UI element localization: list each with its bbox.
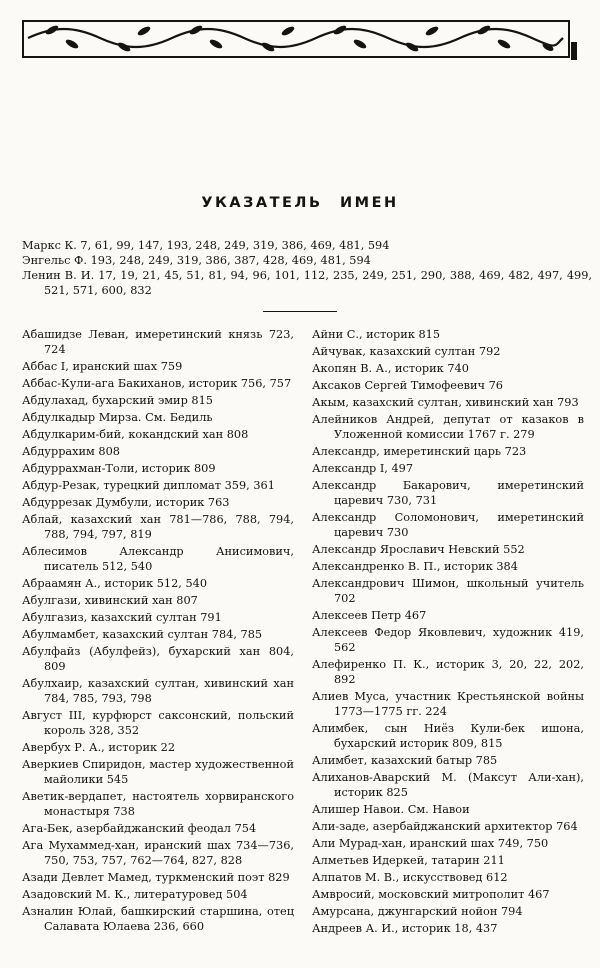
index-entry: Алметьев Идеркей, татарин 211: [312, 854, 505, 867]
index-entry: Азналин Юлай, башкирский старшина, отец Салавата Юлаева 236, 660: [22, 905, 294, 933]
index-entry: Абулфайз (Абулфейз), бухарский хан 804, 809: [22, 645, 294, 673]
index-entry: Алексеев Петр 467: [312, 609, 427, 622]
index-entry: Алефиренко П. К., историк 3, 20, 22, 202, 892: [312, 658, 584, 686]
index-entry: Абдулахад, бухарский эмир 815: [22, 394, 213, 407]
index-entry: Александрович Шимон, школьный учитель 702: [312, 577, 584, 605]
index-entry: Александр Ярославич Невский 552: [312, 543, 525, 556]
index-entry: Алишер Навои. См. Навои: [312, 803, 470, 816]
index-entry: Александр Соломонович, имеретинский царевич 730: [312, 511, 584, 539]
index-entry: Алиханов-Аварский М. (Максут Али-хан), историк 825: [312, 771, 584, 799]
index-entry: Абдуррахман-Толи, историк 809: [22, 462, 216, 475]
primary-names-block: [22, 238, 592, 298]
index-entry: Аббас-Кули-ага Бакиханов, историк 756, 757: [22, 377, 292, 390]
index-entry: Абулгази, хивинский хан 807: [22, 594, 198, 607]
index-entry: Амурсана, джунгарский нойон 794: [312, 905, 523, 918]
index-entry: Аветик-вердапет, настоятель хорвиранского монастыря 738: [22, 790, 294, 818]
index-entry: Айчувак, казахский султан 792: [312, 345, 501, 358]
index-entry: Аверкиев Спиридон, мастер художественной майолики 545: [22, 758, 294, 786]
index-entry: Абраамян А., историк 512, 540: [22, 577, 208, 590]
index-entry: Август III, курфюрст саксонский, польский король 328, 352: [22, 709, 294, 737]
index-entry: Айни С., историк 815: [312, 328, 441, 341]
index-entry: Алпатов М. В., искусствовед 612: [312, 871, 508, 884]
index-entry: Абулгазиз, казахский султан 791: [22, 611, 222, 624]
index-entry: Ага Мухаммед-хан, иранский шах 734—736, 750, 753, 757, 762—764, 827, 828: [22, 839, 294, 867]
index-entry: Алимбет, казахский батыр 785: [312, 754, 498, 767]
index-entry: Абдуррезак Думбули, историк 763: [22, 496, 230, 509]
index-entry: Андреев А. И., историк 18, 437: [312, 922, 498, 935]
index-entry: Акопян В. А., историк 740: [312, 362, 469, 375]
index-entry: Абулмамбет, казахский султан 784, 785: [22, 628, 263, 641]
index-entry: Авербух Р. А., историк 22: [22, 741, 176, 754]
index-entry: Азадовский М. К., литературовед 504: [22, 888, 248, 901]
page-title: УКАЗАТЕЛЬ ИМЕН: [201, 195, 399, 211]
index-entry: Абдур-Резак, турецкий дипломат 359, 361: [22, 479, 275, 492]
index-entry: Абдулкарим-бий, кокандский хан 808: [22, 428, 249, 441]
index-entry: Алексеев Федор Яковлевич, художник 419, 562: [312, 626, 584, 654]
index-entry: Энгельс Ф. 193, 248, 249, 319, 386, 387, 428, 469, 481, 594: [22, 254, 371, 267]
index-column-right: [312, 327, 584, 938]
index-entry: Александренко В. П., историк 384: [312, 560, 518, 573]
index-entry: Али-заде, азербайджанский архитектор 764: [312, 820, 578, 833]
index-entry: Абдуррахим 808: [22, 445, 120, 458]
index-entry: Александр Бакарович, имеретинский царевич 730, 731: [312, 479, 584, 507]
index-entry: Абулхаир, казахский султан, хивинский хан 784, 785, 793, 798: [22, 677, 294, 705]
ornament-corner-mark: [571, 42, 577, 60]
section-divider: [263, 311, 337, 312]
index-entry: Алиев Муса, участник Крестьянской войны 1773—1775 гг. 224: [312, 690, 584, 718]
index-entry: Абашидзе Леван, имеретинский князь 723, 724: [22, 328, 294, 356]
index-entry: Маркс К. 7, 61, 99, 147, 193, 248, 249, 319, 386, 469, 481, 594: [22, 239, 390, 252]
vine-ornament-icon: [24, 22, 567, 55]
index-entry: Абдулкадыр Мирза. См. Бедиль: [22, 411, 213, 424]
index-entry: Али Мурад-хан, иранский шах 749, 750: [312, 837, 549, 850]
index-entry: Александр, имеретинский царь 723: [312, 445, 527, 458]
header-ornament: [22, 20, 570, 58]
index-entry: Амвросий, московский митрополит 467: [312, 888, 550, 901]
index-entry: Аксаков Сергей Тимофеевич 76: [312, 379, 503, 392]
index-entry: Азади Девлет Мамед, туркменский поэт 829: [22, 871, 290, 884]
index-entry: Аблесимов Александр Анисимович, писатель 512, 540: [22, 545, 294, 573]
index-entry: Алейников Андрей, депутат от казаков в Уложенной комиссии 1767 г. 279: [312, 413, 584, 441]
index-entry: Аббас I, иранский шах 759: [22, 360, 183, 373]
index-entry: Алимбек, сын Ниёз Кули-бек ишона, бухарский историк 809, 815: [312, 722, 584, 750]
index-entry: Аблай, казахский хан 781—786, 788, 794, 788, 794, 797, 819: [22, 513, 294, 541]
index-entry: Александр I, 497: [312, 462, 414, 475]
index-entry: Ленин В. И. 17, 19, 21, 45, 51, 81, 94, 96, 101, 112, 235, 249, 251, 290, 388, 469, 482, 497, 499, 521, 571, 600, 832: [22, 269, 592, 297]
index-entry: Акым, казахский султан, хивинский хан 793: [312, 396, 579, 409]
index-entry: Ага-Бек, азербайджанский феодал 754: [22, 822, 257, 835]
index-column-left: [22, 327, 294, 936]
